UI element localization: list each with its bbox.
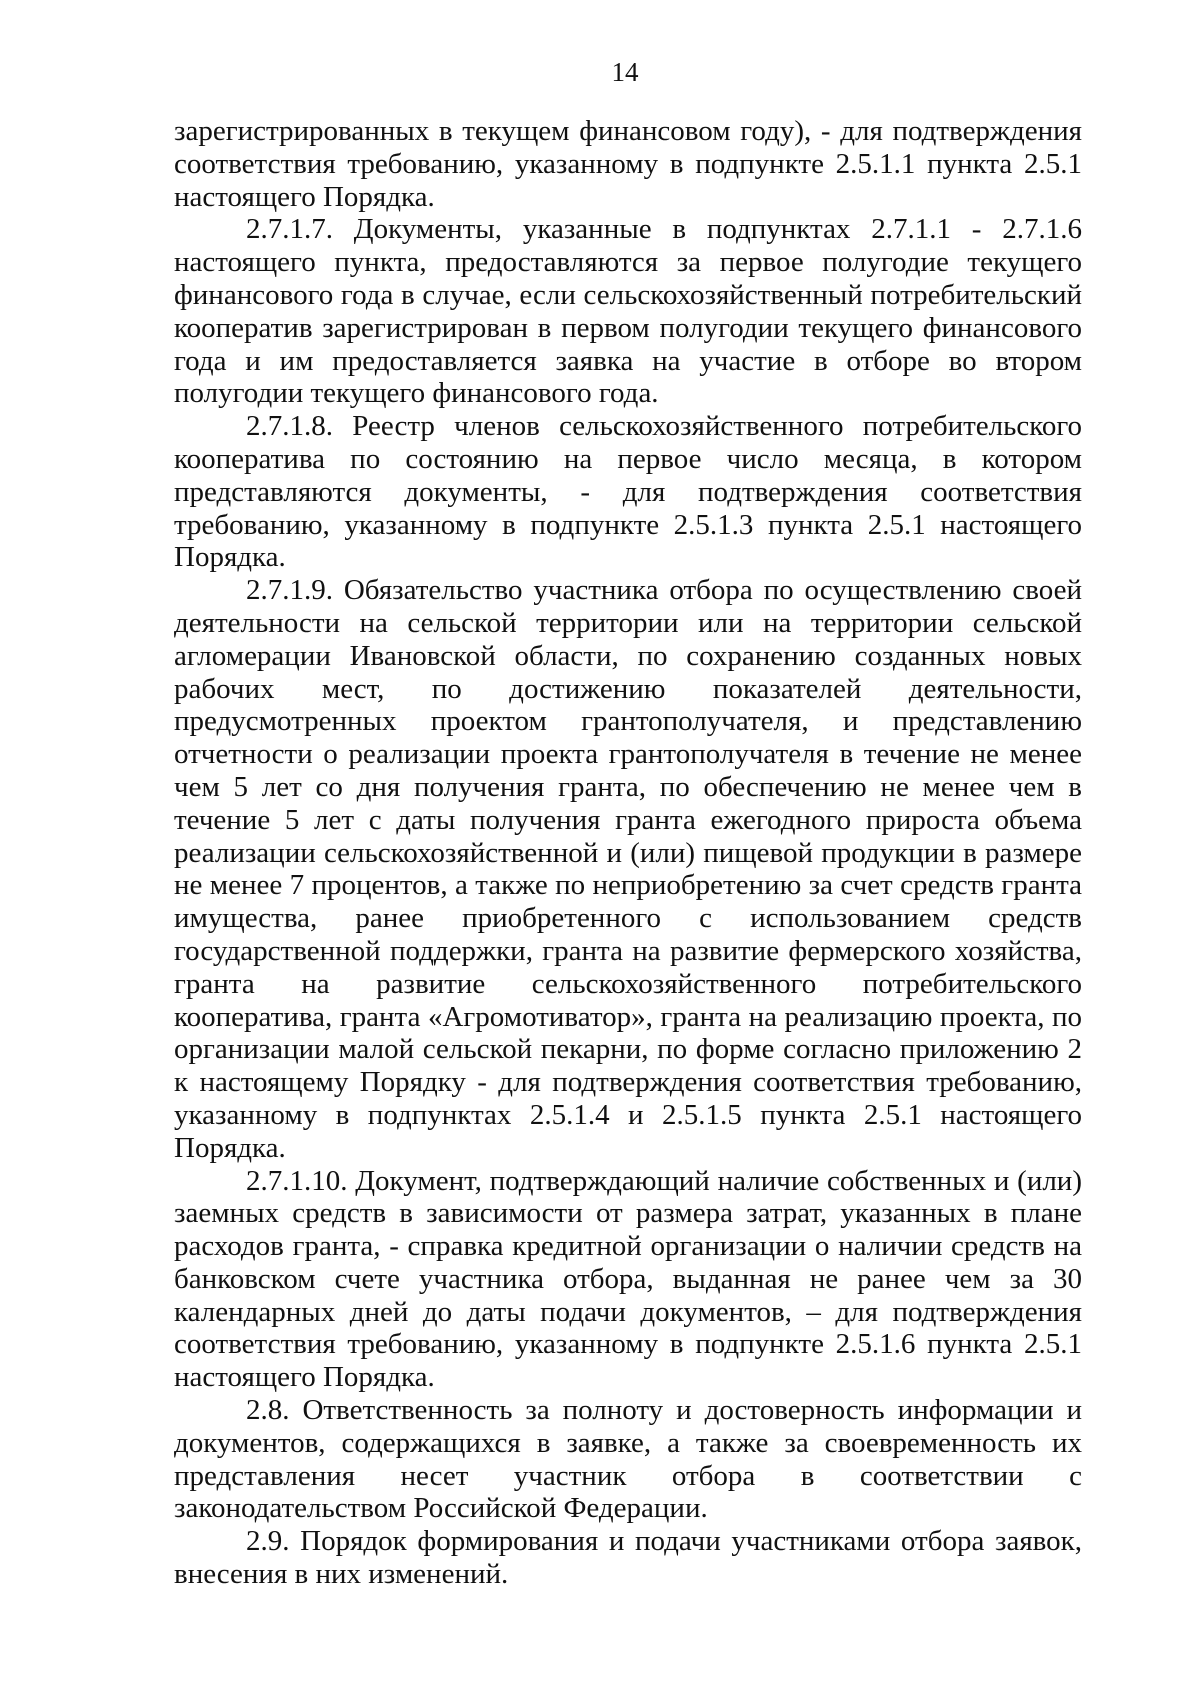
page-number: 14 [611,57,639,87]
paragraph-2-7-1-7: 2.7.1.7. Документы, указанные в подпунктах 2.7.1.1 - 2.7.1.6 настоящего пункта, предоставляются за первое полугодие текущего финансового года в случае, если сельскохозяйственный потребительский кооператив зарегистрирован в первом полугодии текущего финансового года и им предоставляется заявка на участие в отборе во втором полугодии текущего финансового года. [174,213,1082,410]
document-body [174,115,1082,1591]
paragraph-2-7-1-10: 2.7.1.10. Документ, подтверждающий наличие собственных и (или) заемных средств в зависимости от размера затрат, указанных в плане расходов гранта, - справка кредитной организации о наличии средств на банковском счете участника отбора, выданная не ранее чем за 30 календарных дней до даты подачи документов, – для подтверждения соответствия требованию, указанному в подпункте 2.5.1.6 пункта 2.5.1 настоящего Порядка. [174,1164,1082,1394]
paragraph-continuation: зарегистрированных в текущем финансовом году), - для подтверждения соответствия требованию, указанному в подпункте 2.5.1.1 пункта 2.5.1 настоящего Порядка. [174,115,1082,213]
paragraph-2-7-1-8: 2.7.1.8. Реестр членов сельскохозяйственного потребительского кооператива по состоянию на первое число месяца, в котором представляются документы, - для подтверждения соответствия требованию, указанному в подпункте 2.5.1.3 пункта 2.5.1 настоящего Порядка. [174,410,1082,574]
paragraph-2-7-1-9: 2.7.1.9. Обязательство участника отбора по осуществлению своей деятельности на сельской территории или на территории сельской агломерации Ивановской области, по сохранению созданных новых рабочих мест, по достижению показателей деятельности, предусмотренных проектом грантополучателя, и представлению отчетности о реализации проекта грантополучателя в течение не менее чем 5 лет со дня получения гранта, по обеспечению не менее чем в течение 5 лет с даты получения гранта ежегодного прироста объема реализации сельскохозяйственной и (или) пищевой продукции в размере не менее 7 процентов, а также по неприобретению за счет средств гранта имущества, ранее приобретенного с использованием средств государственной поддержки, гранта на развитие фермерского хозяйства, гранта на развитие сельскохозяйственного потребительского кооператива, гранта «Агромотиватор», гранта на реализацию проекта, по организации малой сельской пекарни, по форме согласно приложению 2 к настоящему Порядку - для подтверждения соответствия требованию, указанному в подпунктах 2.5.1.4 и 2.5.1.5 пункта 2.5.1 настоящего Порядка. [174,574,1082,1164]
paragraph-2-8: 2.8. Ответственность за полноту и достоверность информации и документов, содержащихся в заявке, а также за своевременность их представления несет участник отбора в соответствии с законодательством Российской Федерации. [174,1394,1082,1525]
paragraph-2-9: 2.9. Порядок формирования и подачи участниками отбора заявок, внесения в них изменений. [174,1525,1082,1591]
